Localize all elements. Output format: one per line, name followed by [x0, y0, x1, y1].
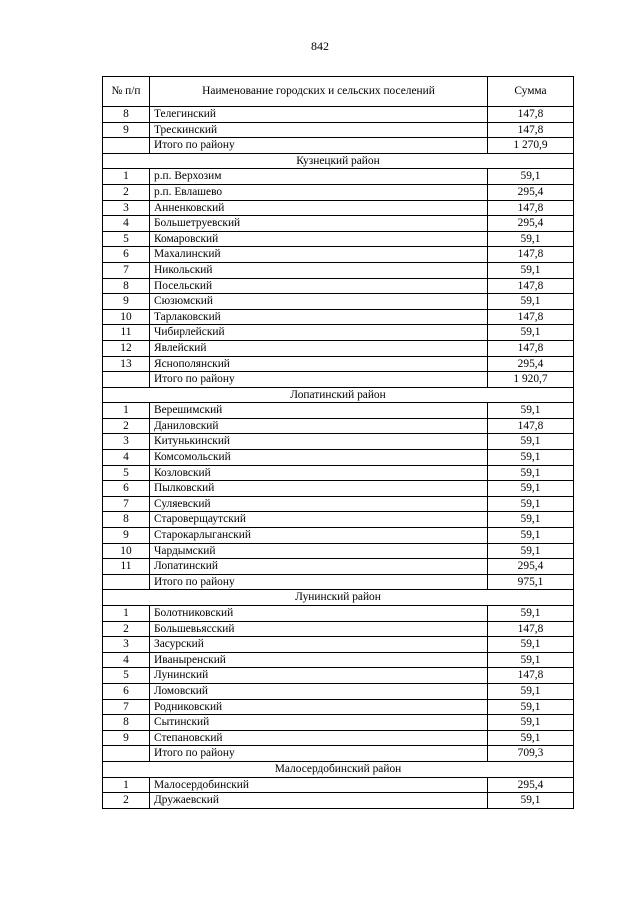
row-number: 6	[103, 481, 150, 497]
table-body	[103, 107, 574, 809]
row-number: 5	[103, 668, 150, 684]
settlement-name: Явлейский	[150, 340, 488, 356]
row-number: 3	[103, 434, 150, 450]
table-row	[103, 184, 574, 200]
amount: 59,1	[488, 793, 574, 809]
row-number	[103, 372, 150, 388]
amount: 59,1	[488, 652, 574, 668]
amount: 1 270,9	[488, 138, 574, 154]
amount: 59,1	[488, 528, 574, 544]
amount: 147,8	[488, 418, 574, 434]
total-row	[103, 746, 574, 762]
table-row	[103, 715, 574, 731]
total-row	[103, 574, 574, 590]
section-title: Лунинский район	[103, 590, 574, 606]
row-number: 13	[103, 356, 150, 372]
table-row	[103, 309, 574, 325]
amount: 59,1	[488, 169, 574, 185]
settlement-name: Родниковский	[150, 699, 488, 715]
row-number: 5	[103, 465, 150, 481]
settlement-name: Староверщаутский	[150, 512, 488, 528]
settlement-name: Большевьясский	[150, 621, 488, 637]
row-number: 6	[103, 247, 150, 263]
amount: 295,4	[488, 356, 574, 372]
row-number: 1	[103, 606, 150, 622]
amount: 709,3	[488, 746, 574, 762]
row-number: 9	[103, 294, 150, 310]
settlement-name: Итого по району	[150, 746, 488, 762]
table-row	[103, 668, 574, 684]
page-number: 842	[311, 39, 329, 53]
settlement-name: Махалинский	[150, 247, 488, 263]
table-row	[103, 793, 574, 809]
amount: 295,4	[488, 777, 574, 793]
row-number: 1	[103, 403, 150, 419]
row-number: 8	[103, 512, 150, 528]
section-header-row	[103, 590, 574, 606]
settlement-name: Чардымский	[150, 543, 488, 559]
amount: 59,1	[488, 262, 574, 278]
amount: 59,1	[488, 683, 574, 699]
table-row	[103, 278, 574, 294]
row-number	[103, 138, 150, 154]
table-row	[103, 637, 574, 653]
row-number	[103, 746, 150, 762]
table-row	[103, 559, 574, 575]
table-row	[103, 543, 574, 559]
row-number: 8	[103, 107, 150, 123]
table-row	[103, 512, 574, 528]
amount: 147,8	[488, 122, 574, 138]
table-row	[103, 294, 574, 310]
row-number: 9	[103, 730, 150, 746]
amount: 295,4	[488, 559, 574, 575]
amount: 147,8	[488, 200, 574, 216]
amount: 59,1	[488, 730, 574, 746]
table-row	[103, 216, 574, 232]
table-row	[103, 231, 574, 247]
settlement-name: Лунинский	[150, 668, 488, 684]
table-row	[103, 465, 574, 481]
amount: 59,1	[488, 699, 574, 715]
table-row	[103, 262, 574, 278]
amount: 295,4	[488, 184, 574, 200]
settlement-name: Сытинский	[150, 715, 488, 731]
amount: 59,1	[488, 465, 574, 481]
amount: 59,1	[488, 512, 574, 528]
amount: 59,1	[488, 294, 574, 310]
table-row	[103, 356, 574, 372]
amount: 59,1	[488, 450, 574, 466]
settlement-name: Итого по району	[150, 372, 488, 388]
row-number: 9	[103, 122, 150, 138]
amount: 59,1	[488, 325, 574, 341]
settlement-name: Даниловский	[150, 418, 488, 434]
settlement-name: Лопатинский	[150, 559, 488, 575]
amount: 147,8	[488, 247, 574, 263]
section-header-row	[103, 761, 574, 777]
table-row	[103, 621, 574, 637]
amount: 147,8	[488, 309, 574, 325]
amount: 147,8	[488, 340, 574, 356]
table-row	[103, 122, 574, 138]
row-number: 8	[103, 278, 150, 294]
total-row	[103, 138, 574, 154]
section-title: Лопатинский район	[103, 387, 574, 403]
row-number: 3	[103, 637, 150, 653]
section-header-row	[103, 153, 574, 169]
row-number: 1	[103, 169, 150, 185]
row-number: 4	[103, 652, 150, 668]
row-number: 10	[103, 309, 150, 325]
header-sum: Сумма	[488, 77, 574, 107]
settlement-name: Телегинский	[150, 107, 488, 123]
row-number: 4	[103, 450, 150, 466]
row-number: 3	[103, 200, 150, 216]
settlement-name: Малосердобинский	[150, 777, 488, 793]
amount: 975,1	[488, 574, 574, 590]
amount: 59,1	[488, 496, 574, 512]
amount: 59,1	[488, 481, 574, 497]
settlement-name: Большетруевский	[150, 216, 488, 232]
table-row	[103, 247, 574, 263]
table-row	[103, 340, 574, 356]
table-row	[103, 481, 574, 497]
settlement-name: Ломовский	[150, 683, 488, 699]
table-row	[103, 169, 574, 185]
settlement-name: р.п. Евлашево	[150, 184, 488, 200]
total-row	[103, 372, 574, 388]
table-row	[103, 107, 574, 123]
settlement-name: Посельский	[150, 278, 488, 294]
table-row	[103, 777, 574, 793]
row-number: 7	[103, 699, 150, 715]
settlement-name: Комсомольский	[150, 450, 488, 466]
row-number: 9	[103, 528, 150, 544]
table-row	[103, 652, 574, 668]
section-header-row	[103, 387, 574, 403]
settlements-table	[102, 76, 574, 809]
settlement-name: Степановский	[150, 730, 488, 746]
row-number: 2	[103, 418, 150, 434]
table-row	[103, 434, 574, 450]
amount: 1 920,7	[488, 372, 574, 388]
settlement-name: Тарлаковский	[150, 309, 488, 325]
amount: 59,1	[488, 231, 574, 247]
settlement-name: Болотниковский	[150, 606, 488, 622]
settlement-name: Никольский	[150, 262, 488, 278]
amount: 59,1	[488, 606, 574, 622]
row-number: 5	[103, 231, 150, 247]
row-number: 2	[103, 793, 150, 809]
settlement-name: Итого по району	[150, 138, 488, 154]
row-number: 2	[103, 184, 150, 200]
row-number: 8	[103, 715, 150, 731]
row-number: 10	[103, 543, 150, 559]
table-row	[103, 325, 574, 341]
amount: 59,1	[488, 637, 574, 653]
table-row	[103, 528, 574, 544]
settlement-name: Козловский	[150, 465, 488, 481]
table-row	[103, 699, 574, 715]
row-number: 4	[103, 216, 150, 232]
settlement-name: Трескинский	[150, 122, 488, 138]
table-row	[103, 730, 574, 746]
table-row	[103, 418, 574, 434]
table-row	[103, 450, 574, 466]
settlement-name: Старокарлыганский	[150, 528, 488, 544]
header-num: № п/п	[103, 77, 150, 107]
amount: 59,1	[488, 434, 574, 450]
amount: 147,8	[488, 278, 574, 294]
settlement-name: Сюзюмский	[150, 294, 488, 310]
header-name: Наименование городских и сельских поселений	[150, 77, 488, 107]
settlement-name: Пылковский	[150, 481, 488, 497]
table-row	[103, 496, 574, 512]
row-number: 1	[103, 777, 150, 793]
settlement-name: Яснополянский	[150, 356, 488, 372]
settlement-name: Верешимский	[150, 403, 488, 419]
amount: 147,8	[488, 107, 574, 123]
table-header-row	[103, 77, 574, 107]
table-row	[103, 403, 574, 419]
settlement-name: Дружаевский	[150, 793, 488, 809]
settlement-name: Комаровский	[150, 231, 488, 247]
settlement-name: Суляевский	[150, 496, 488, 512]
settlement-name: Китунькинский	[150, 434, 488, 450]
settlement-name: Иваныренский	[150, 652, 488, 668]
row-number: 2	[103, 621, 150, 637]
amount: 147,8	[488, 621, 574, 637]
settlement-name: р.п. Верхозим	[150, 169, 488, 185]
amount: 59,1	[488, 403, 574, 419]
settlement-name: Чибирлейский	[150, 325, 488, 341]
section-title: Малосердобинский район	[103, 761, 574, 777]
row-number	[103, 574, 150, 590]
table-row	[103, 683, 574, 699]
row-number: 11	[103, 559, 150, 575]
row-number: 12	[103, 340, 150, 356]
settlement-name: Итого по району	[150, 574, 488, 590]
amount: 59,1	[488, 715, 574, 731]
row-number: 11	[103, 325, 150, 341]
row-number: 7	[103, 262, 150, 278]
row-number: 6	[103, 683, 150, 699]
row-number: 7	[103, 496, 150, 512]
amount: 147,8	[488, 668, 574, 684]
settlement-name: Засурский	[150, 637, 488, 653]
table-row	[103, 606, 574, 622]
amount: 295,4	[488, 216, 574, 232]
settlement-name: Анненковский	[150, 200, 488, 216]
amount: 59,1	[488, 543, 574, 559]
section-title: Кузнецкий район	[103, 153, 574, 169]
table-row	[103, 200, 574, 216]
